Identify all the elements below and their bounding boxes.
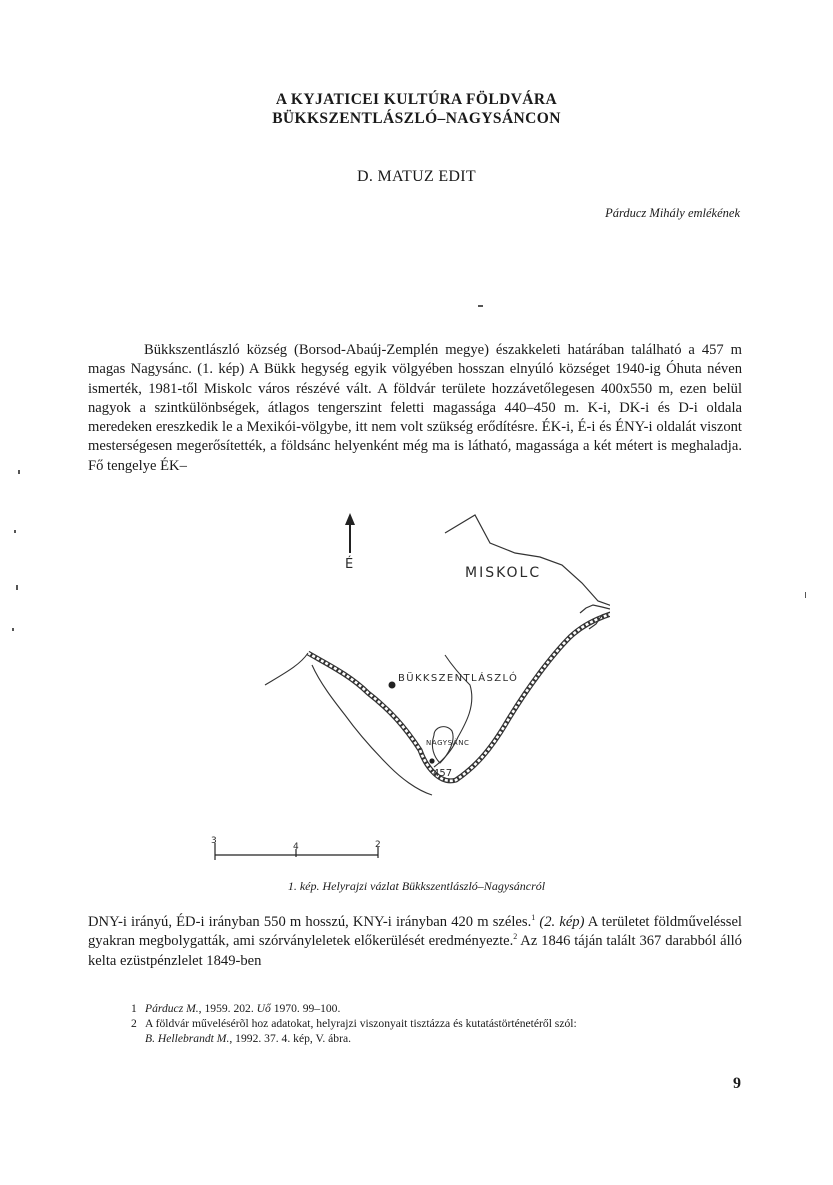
map-svg <box>190 505 610 865</box>
footnote-2-continuation <box>131 1031 743 1046</box>
scan-speck <box>14 530 16 533</box>
footnote-1-end: 1970. 99–100. <box>270 1002 341 1015</box>
footnote-2-author: B. Hellebrandt M. <box>145 1032 230 1045</box>
paragraph-1-text: Bükkszentlászló község (Borsod-Abaúj-Zemplén megye) északkeleti határában található a 457 m magas Nagysánc. (1. kép) A Bükk hegység egyik völgyében hosszan elnyúló községet 1940-ig Óhuta néven ismerték, 1981-től Miskolc város részévé vált. A földvár területe hozzávetőlegesen 400x550 m, ezen belül nagyok a szintkülönbségek, átlagos tengerszint feletti magassága 440–450 m. K-i, DK-i és D-i oldala meredeken ereszkedik le a Mexikói-völgybe, itt nem volt szükség erődítésre. ÉK-i, É-i és ÉNY-i oldalát viszont mesterségesen megerősítették, a földsánc helyenként még ma is látható, magassága a két métert is meghaladja. Fő tengelye ÉK– <box>88 342 742 474</box>
footnote-ref-2[interactable]: 2 <box>513 932 518 942</box>
author-name: D. MATUZ EDIT <box>357 168 476 185</box>
footnote-2-number: 2 <box>131 1017 137 1030</box>
paragraph-2-text <box>88 913 742 971</box>
scale-label-end: 2 <box>375 840 381 850</box>
footnote-2 <box>131 1016 743 1031</box>
dedication: Párducz Mihály emlékének <box>605 206 740 220</box>
hilltop-marker <box>429 758 434 763</box>
footnotes <box>131 1001 743 1046</box>
footnote-2-line1: A földvár művelésérõl hoz adatokat, helyrajzi viszonyait tisztázza és kutatástörténetéről szól: <box>145 1017 577 1030</box>
scan-speck <box>12 628 14 631</box>
north-label: É <box>345 557 354 572</box>
village-marker <box>389 682 396 689</box>
paragraph-2-part-3: Az 1846 táján talált 367 darabból álló kelta ezüstpénzlelet 1849-ben <box>88 933 742 969</box>
scan-speck <box>805 592 806 598</box>
page-number: 9 <box>733 1075 741 1092</box>
scale-label-mid: 4 <box>293 842 299 852</box>
figure-caption: 1. kép. Helyrajzi vázlat Bükkszentlászló–Nagysáncról <box>287 879 546 893</box>
footnote-1-number: 1 <box>131 1002 137 1015</box>
scan-speck <box>16 585 18 590</box>
paragraph-1 <box>88 341 742 476</box>
north-arrow-icon <box>345 513 355 553</box>
height-label: 457 <box>433 768 453 779</box>
footnote-1-ref: , 1959. 202. <box>198 1002 257 1015</box>
miskolc-label: MISKOLC <box>465 565 542 581</box>
valley-road <box>308 603 610 781</box>
site-sketch-map <box>190 505 610 865</box>
footnote-2-end: , 1992. 37. 4. kép, V. ábra. <box>229 1032 351 1045</box>
article-title-line-1: A KYJATICEI KULTÚRA FÖLDVÁRA <box>275 91 558 108</box>
footnote-1 <box>131 1001 743 1016</box>
hill-label: NAGYSÁNC <box>426 739 470 747</box>
scan-speck <box>18 470 20 474</box>
footnote-ref-1[interactable]: 1 <box>531 913 536 923</box>
village-label: BÜKKSZENTLÁSZLÓ <box>398 673 519 684</box>
figure-reference: (2. kép) <box>535 914 585 930</box>
footnote-1-author: Párducz M. <box>145 1002 199 1015</box>
article-title-line-2: BÜKKSZENTLÁSZLÓ–NAGYSÁNCON <box>272 110 561 127</box>
paragraph-2-part-2: A területet földműveléssel gyakran megbolygatták, ami szórványleletek előkerülését eredményezte. <box>88 914 742 950</box>
scan-speck <box>478 305 483 307</box>
footnote-1-source: Uő <box>256 1002 271 1015</box>
paragraph-2 <box>88 913 742 971</box>
paragraph-2-part-1: DNY-i irányú, ÉD-i irányban 550 m hosszú, KNY-i irányban 420 m széles. <box>88 914 532 930</box>
miskolc-boundary <box>445 515 610 607</box>
scale-label-start: 3 <box>211 836 217 846</box>
